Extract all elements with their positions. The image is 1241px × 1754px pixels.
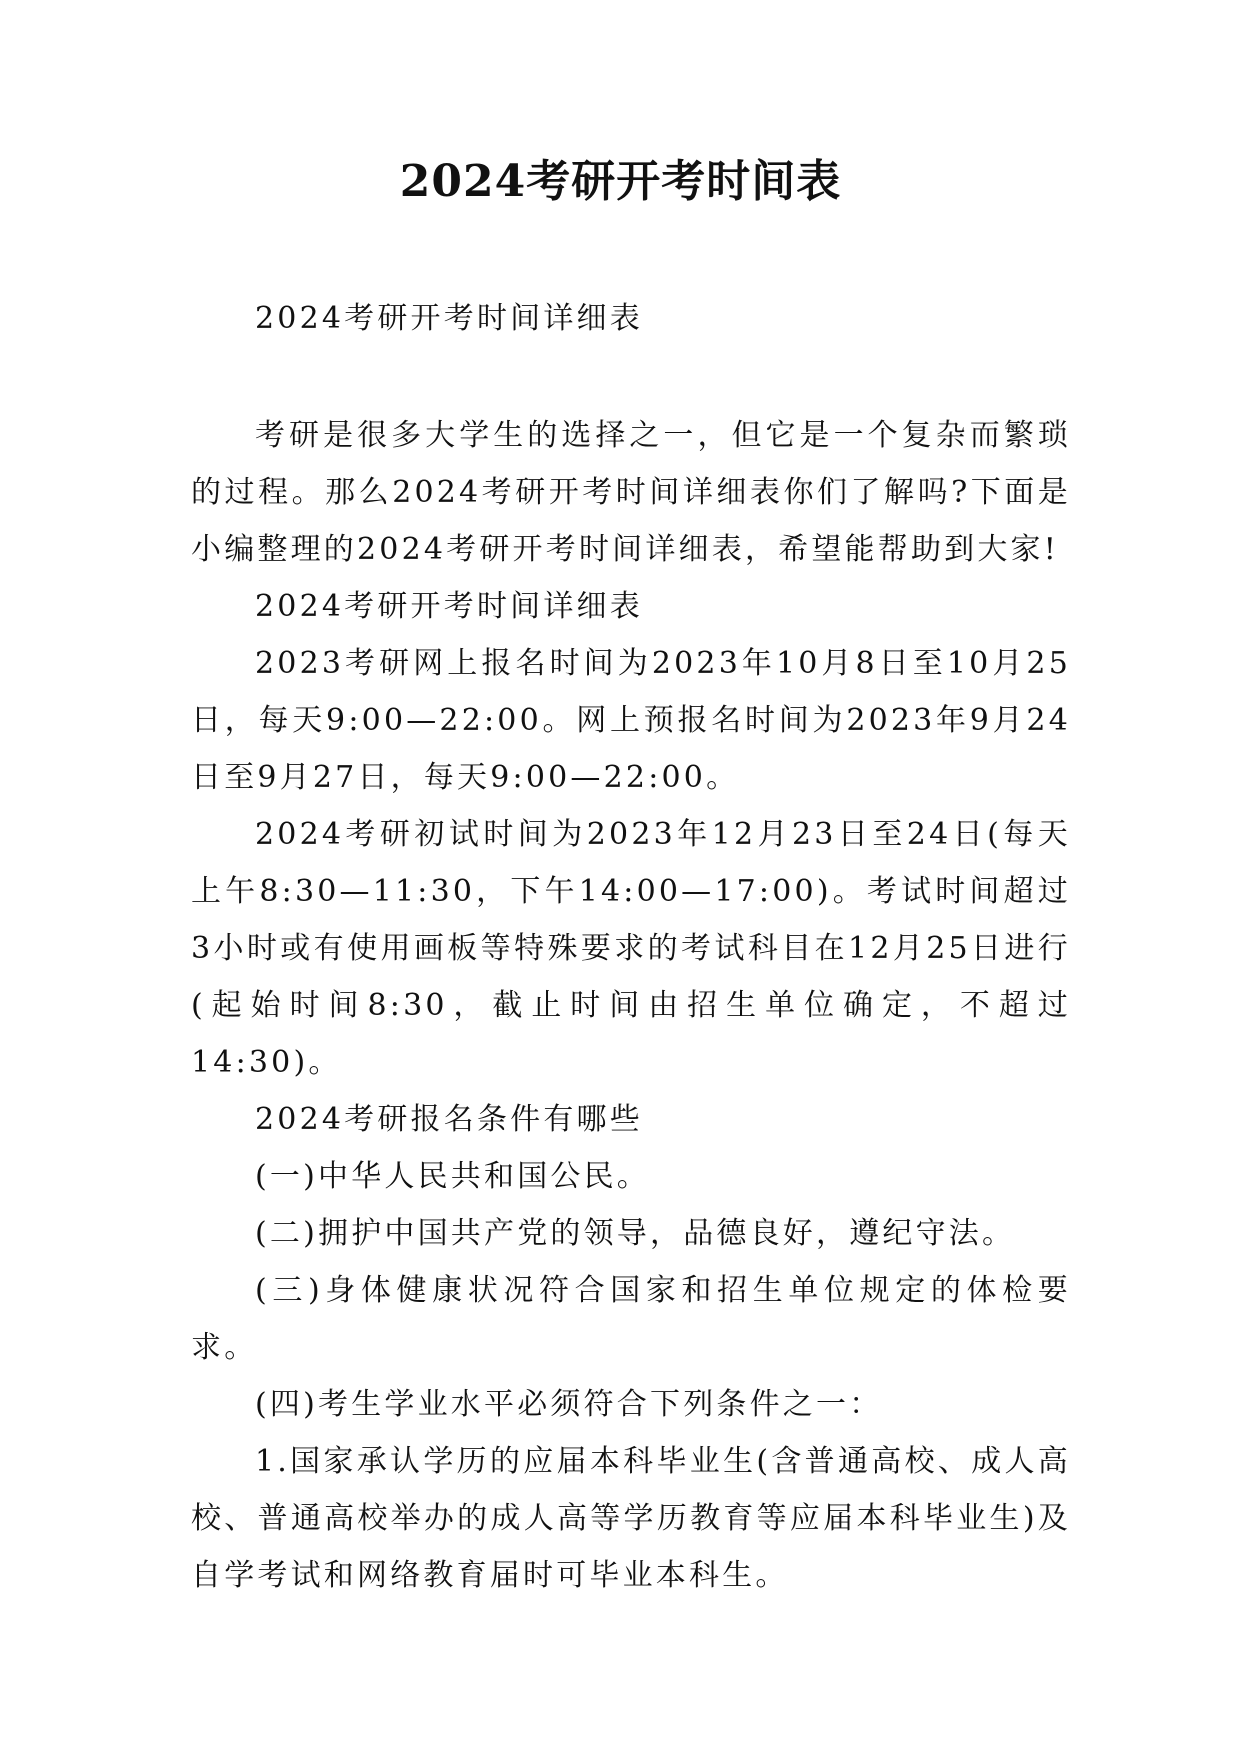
condition-2-paragraph: (二)拥护中国共产党的领导，品德良好，遵纪守法。 [255,1216,1016,1251]
condition-4-paragraph: (四)考生学业水平必须符合下列条件之一： [255,1387,883,1422]
exam-time-paragraph: 2024考研初试时间为2023年12月23日至24日(每天上午8:30—11:30，下午14:00—17:00)。考试时间超过3小时或有使用画板等特殊要求的考试科目在12月25日进行(起始时间8:30，截止时间由招生单位确定，不超过14:30)。 [191,817,1071,1080]
conditions-heading-paragraph: 2024考研报名条件有哪些 [255,1102,643,1137]
document-body [191,290,1071,1604]
condition-4-item-1-paragraph: 1.国家承认学历的应届本科毕业生(含普通高校、成人高校、普通高校举办的成人高等学历教育等应届本科毕业生)及自学考试和网络教育届时可毕业本科生。 [191,1444,1071,1593]
registration-time-paragraph: 2023考研网上报名时间为2023年10月8日至10月25日，每天9:00—22:00。网上预报名时间为2023年9月24日至9月27日，每天9:00—22:00。 [191,646,1071,795]
paragraph-gap [191,347,1071,407]
condition-3-paragraph: (三)身体健康状况符合国家和招生单位规定的体检要求。 [191,1273,1071,1365]
section-heading-paragraph: 2024考研开考时间详细表 [255,589,643,624]
intro-paragraph: 考研是很多大学生的选择之一，但它是一个复杂而繁琐的过程。那么2024考研开考时间详细表你们了解吗?下面是小编整理的2024考研开考时间详细表，希望能帮助到大家! [191,418,1071,567]
document-title: 2024考研开考时间表 [399,156,842,207]
subtitle-paragraph: 2024考研开考时间详细表 [255,301,643,336]
condition-1-paragraph: (一)中华人民共和国公民。 [255,1159,651,1194]
